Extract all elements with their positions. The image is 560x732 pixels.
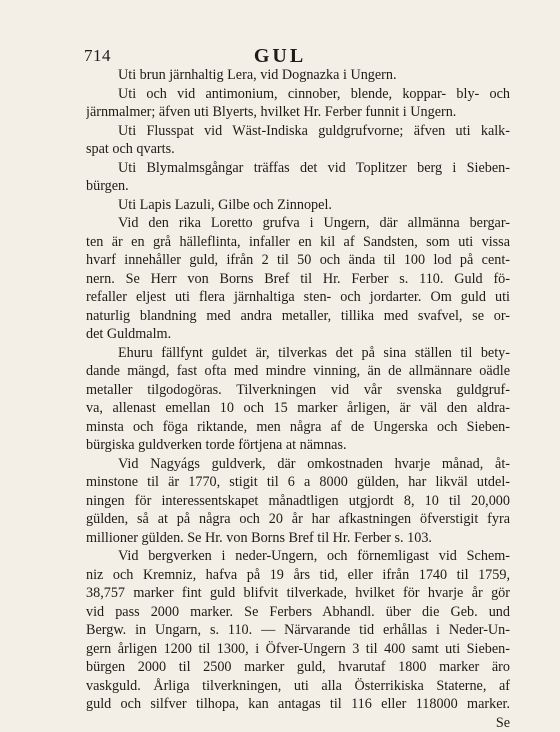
text-line: Uti Flusspat vid Wäst-Indiska guldgrufvorne; äfven uti kalk- [86,122,510,141]
text-line: bürgen. [86,177,510,196]
text-line: dande mängd, fast ofta med mindre vinning, än de allmännare oädle [86,362,510,381]
text-line: spat och qvarts. [86,140,510,159]
text-line: hvarf innehåller guld, ifrån 2 til 50 och ända til 100 lod på cent- [86,251,510,270]
text-line: bürgen 2000 til 2500 marker guld, hvarutaf 1800 marker äro [86,658,510,677]
text-line: Bergw. in Ungarn, s. 110. — Närvarande tid erhållas i Neder-Un- [86,621,510,640]
text-line: ningen för interessentskapet månadtligen utgjordt 8, 10 til 20,000 [86,492,510,511]
text-line: Uti Blymalmsgångar träffas det vid Toplitzer berg i Sieben- [86,159,510,178]
text-line: 38,757 marker fint guld blifvit tilverkade, hvilket för hvarje år gör [86,584,510,603]
text-line: bürgiska guldverken torde förtjena at nämnas. [86,436,510,455]
text-line: gern årligen 1200 til 1300, i Öfver-Ungern 3 til 400 samt uti Sieben- [86,640,510,659]
text-line: metaller tilgodogöras. Tilverkningen vid vår svenska guldgruf- [86,381,510,400]
text-line: Ehuru fällfynt guldet är, tilverkas det på sina ställen til bety- [86,344,510,363]
page-body [86,66,510,732]
running-head: GUL [0,45,560,68]
text-line: det Guldmalm. [86,325,510,344]
catchword: Se [86,714,510,732]
text-line: Vid Nagyágs guldverk, där omkostnaden hvarje månad, åt- [86,455,510,474]
text-line: gülden, så at på några och 20 år har afkastningen öfverstigit fyra [86,510,510,529]
text-line: naturlig blandning med andra metaller, tillika med svafvel, se or- [86,307,510,326]
text-line: Uti brun järnhaltig Lera, vid Dognazka i Ungern. [86,66,510,85]
text-line: vid pass 2000 marker. Se Ferbers Abhandl. über die Geb. und [86,603,510,622]
text-line: niz och Kremniz, hafva på 19 års tid, eller ifrån 1740 til 1759, [86,566,510,585]
text-line: nern. Se Herr von Borns Bref til Hr. Ferber s. 110. Guld fö- [86,270,510,289]
text-line: Uti och vid antimonium, cinnober, blende, koppar- bly- och [86,85,510,104]
text-line: Uti Lapis Lazuli, Gilbe och Zinnopel. [86,196,510,215]
text-line: ten är en grå hälleflinta, infaller en kil af Sandsten, som uti vissa [86,233,510,252]
text-line: Vid bergverken i neder-Ungern, och förnemligast vid Schem- [86,547,510,566]
text-line: guld och silfver tilhopa, kan antagas til 116 eller 118000 marker. [86,695,510,714]
text-line: minsta och föga riktande, men några af de Ungerska och Sieben- [86,418,510,437]
text-line: vaskguld. Årliga tilverkningen, uti alla Österrikiska Staterne, af [86,677,510,696]
text-line: Vid den rika Loretto grufva i Ungern, där allmänna bergar- [86,214,510,233]
text-line: refaller eljest uti flera järnhaltiga sten- och jordarter. Om guld uti [86,288,510,307]
text-line: millioner gülden. Se Hr. von Borns Bref til Hr. Ferber s. 103. [86,529,510,548]
text-line: järnmalmer; äfven uti Blyerts, hvilket Hr. Ferber funnit i Ungern. [86,103,510,122]
page-number: 714 [84,46,111,66]
text-line: minstone til är 1770, stigit til 6 a 8000 gülden, har likväl utdel- [86,473,510,492]
text-line: va, allenast emellan 10 och 15 marker årligen, är väl den aldra- [86,399,510,418]
